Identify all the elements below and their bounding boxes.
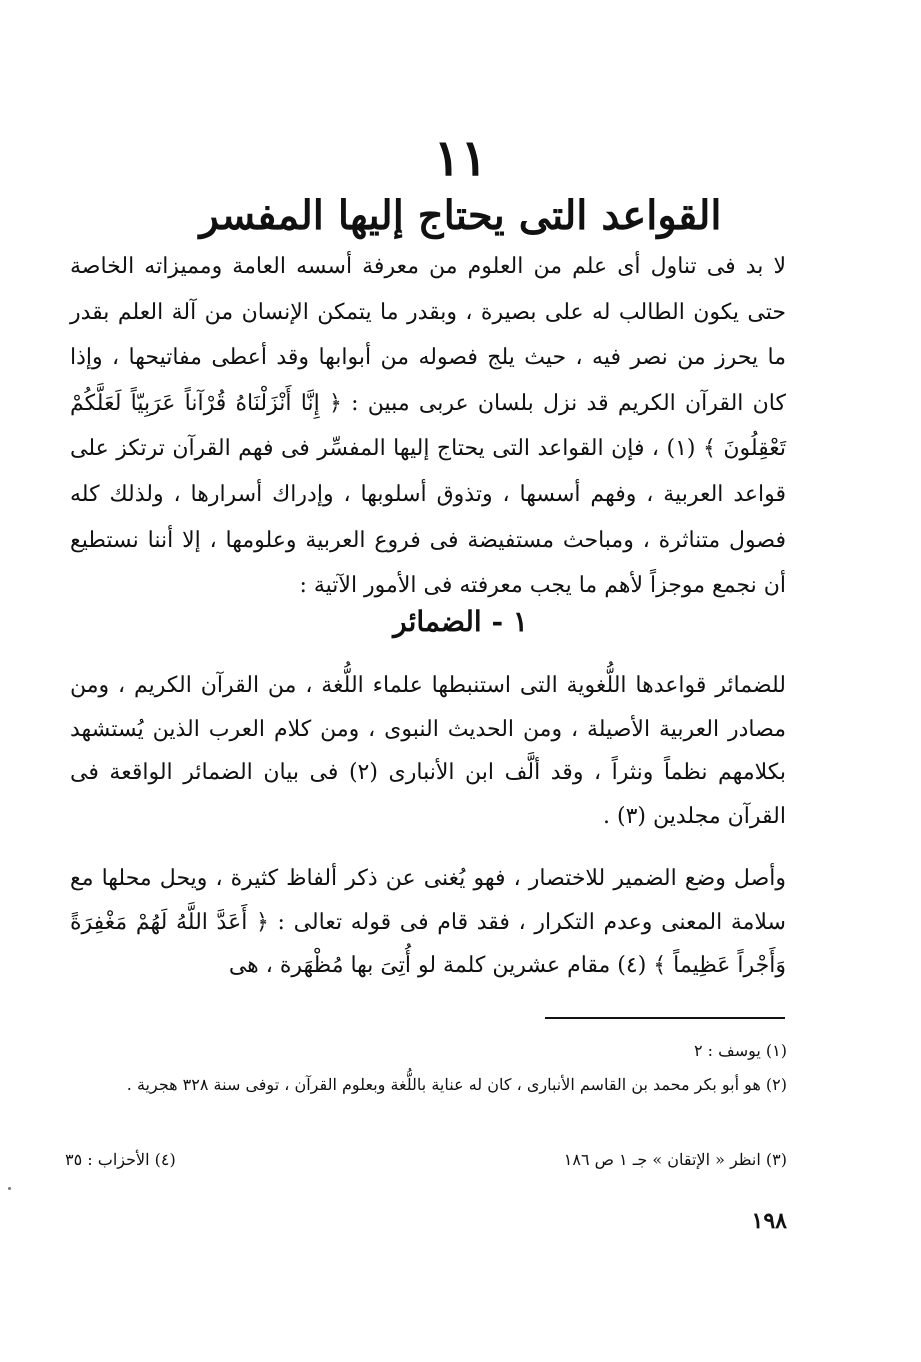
chapter-number: ١١ (433, 128, 488, 187)
page-number: ١٩٨ (751, 1208, 787, 1234)
footnote-3: (٣) انظر « الإتقان » جـ ١ ص ١٨٦ (563, 1150, 787, 1169)
footnote-1: (١) يوسف : ٢ (693, 1041, 787, 1060)
pronouns-paragraph-1: للضمائر قواعدها اللُّغوية التى استنبطها علماء اللُّغة ، من القرآن الكريم ، ومن مصادر العربية الأصيلة ، ومن الحديث النبوى ، ومن كلام العرب الذين يُستشهد بكلامهم نظماً ونثراً ، وقد ألَّف ابن الأنبارى (٢) فى بيان الضمائر الواقعة فى القرآن مجلدين (٣) . (70, 673, 787, 829)
footnote-divider (545, 1017, 785, 1019)
section-heading: ١ - الضمائر (393, 605, 528, 638)
intro-paragraph: لا بد فى تناول أى علم من العلوم من معرفة أسسه العامة ومميزاته الخاصة حتى يكون الطالب له على بصيرة ، وبقدر ما يتمكن الإنسان من آلة العلم بقدر ما يحرز من نصر فيه ، حيث يلج فصوله من أبوابها وقد أعطى مفاتيحها ، وإذا كان القرآن الكريم قد نزل بلسان عربى مبين : ﴿ إِنَّا أَنْزَلْنَاهُ قُرْآناً عَرَبِيّاً لَعَلَّكُمْ تَعْقِلُونَ ﴾ (١) ، فإن القواعد التى يحتاج إليها المفسِّر فى فهم القرآن ترتكز على قواعد العربية ، وفهم أسسها ، وتذوق أسلوبها ، وإدراك أسرارها ، ولذلك كله فصول متناثرة ، ومباحث مستفيضة فى فروع العربية وعلومها ، إلا أننا نستطيع أن نجمع موجزاً لأهم ما يجب معرفته فى الأمور الآتية : (70, 254, 786, 599)
footnote-2: (٢) هو أبو بكر محمد بن القاسم الأنبارى ، كان له عناية باللُّغة وبعلوم القرآن ، توفى سنة ٣٢٨ هجرية . (126, 1075, 787, 1094)
chapter-title: القواعد التى يحتاج إليها المفسر (199, 192, 722, 239)
pronouns-paragraph-2: وأصل وضع الضمير للاختصار ، فهو يُغنى عن ذكر ألفاظ كثيرة ، ويحل محلها مع سلامة المعنى وعدم التكرار ، فقد قام فى قوله تعالى : ﴿ أَعَدَّ اللَّهُ لَهُمْ مَغْفِرَةً وَأَجْراً عَظِيماً ﴾ (٤) مقام عشرين كلمة لو أُتِىَ بها مُظْهَرة ، هى (70, 866, 786, 978)
footnote-row (65, 1145, 787, 1174)
margin-speck (8, 1187, 11, 1190)
footnote-4: (٤) الأحزاب : ٣٥ (65, 1150, 176, 1169)
